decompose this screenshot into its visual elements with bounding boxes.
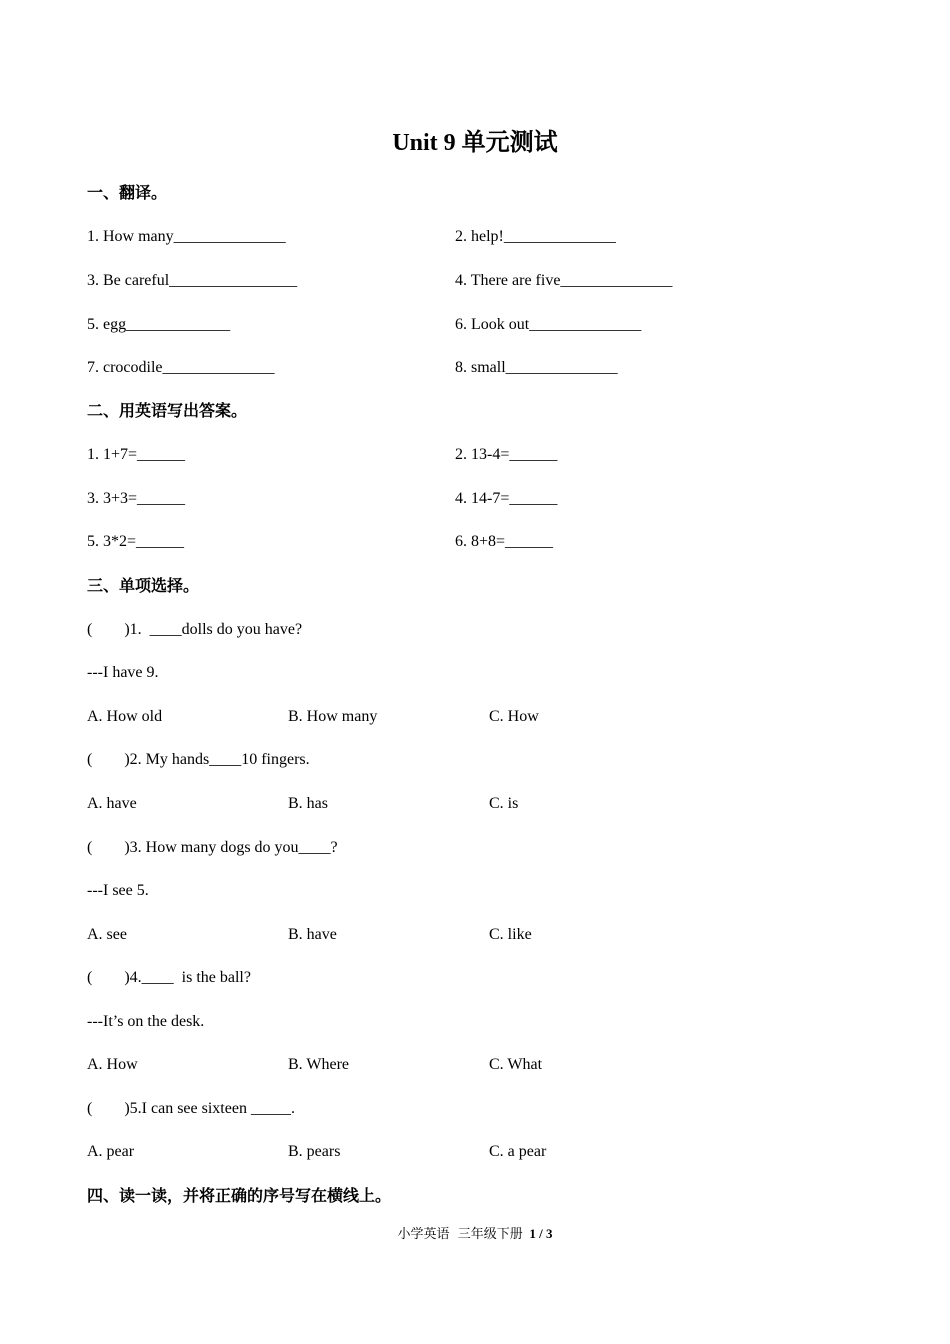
translate-item-2: 2. help!______________: [455, 228, 616, 245]
question-2-option-a: A. have: [87, 795, 137, 812]
question-1-option-c: C. How: [489, 708, 539, 725]
question-1-reply: ---I have 9.: [87, 664, 159, 681]
question-1-stem: ( )1. ____dolls do you have?: [87, 621, 303, 638]
section-4-heading: 四、读一读，并将正确的序号写在横线上。: [87, 1186, 392, 1205]
footer-page-total: 3: [545, 1226, 553, 1241]
question-4-stem: ( )4.____ is the ball?: [87, 969, 251, 986]
translate-item-6: 6. Look out______________: [455, 316, 642, 333]
footer-label: 小学英语 三年级下册: [397, 1227, 523, 1242]
translate-item-8: 8. small______________: [455, 359, 618, 376]
math-item-5: 5. 3*2=______: [87, 533, 185, 550]
footer-separator: /: [539, 1226, 543, 1241]
translate-item-3: 3. Be careful________________: [87, 272, 298, 289]
translate-item-7: 7. crocodile______________: [87, 359, 275, 376]
question-5-option-a: A. pear: [87, 1143, 135, 1160]
math-item-3: 3. 3+3=______: [87, 490, 186, 507]
math-item-1: 1. 1+7=______: [87, 446, 186, 463]
question-1-option-b: B. How many: [288, 708, 378, 725]
question-3-reply: ---I see 5.: [87, 882, 149, 899]
math-item-4: 4. 14-7=______: [455, 490, 558, 507]
math-item-6: 6. 8+8=______: [455, 533, 554, 550]
page-footer: [0, 1225, 950, 1244]
question-4-option-b: B. Where: [288, 1056, 350, 1073]
section-2-heading: 二、用英语写出答案。: [87, 401, 248, 420]
question-1-option-a: A. How old: [87, 708, 163, 725]
question-3-option-a: A. see: [87, 926, 127, 943]
question-5-option-b: B. pears: [288, 1143, 341, 1160]
question-3-stem: ( )3. How many dogs do you____?: [87, 839, 338, 856]
question-3-option-b: B. have: [288, 926, 337, 943]
question-2-stem: ( )2. My hands____10 fingers.: [87, 751, 310, 768]
question-4-option-a: A. How: [87, 1056, 138, 1073]
question-2-option-b: B. has: [288, 795, 328, 812]
translate-item-5: 5. egg_____________: [87, 316, 231, 333]
page-title: Unit 9 单元测试: [392, 130, 558, 156]
question-4-reply: ---It’s on the desk.: [87, 1013, 205, 1030]
math-item-2: 2. 13-4=______: [455, 446, 558, 463]
question-2-option-c: C. is: [489, 795, 519, 812]
translate-item-4: 4. There are five______________: [455, 272, 673, 289]
question-5-stem: ( )5.I can see sixteen _____.: [87, 1100, 295, 1117]
question-5-option-c: C. a pear: [489, 1143, 547, 1160]
section-1-heading: 一、翻译。: [87, 183, 168, 202]
section-3-heading: 三、单项选择。: [87, 576, 200, 595]
footer-page-number: 1: [529, 1226, 536, 1241]
translate-item-1: 1. How many______________: [87, 228, 286, 245]
question-4-option-c: C. What: [489, 1056, 543, 1073]
question-3-option-c: C. like: [489, 926, 532, 943]
